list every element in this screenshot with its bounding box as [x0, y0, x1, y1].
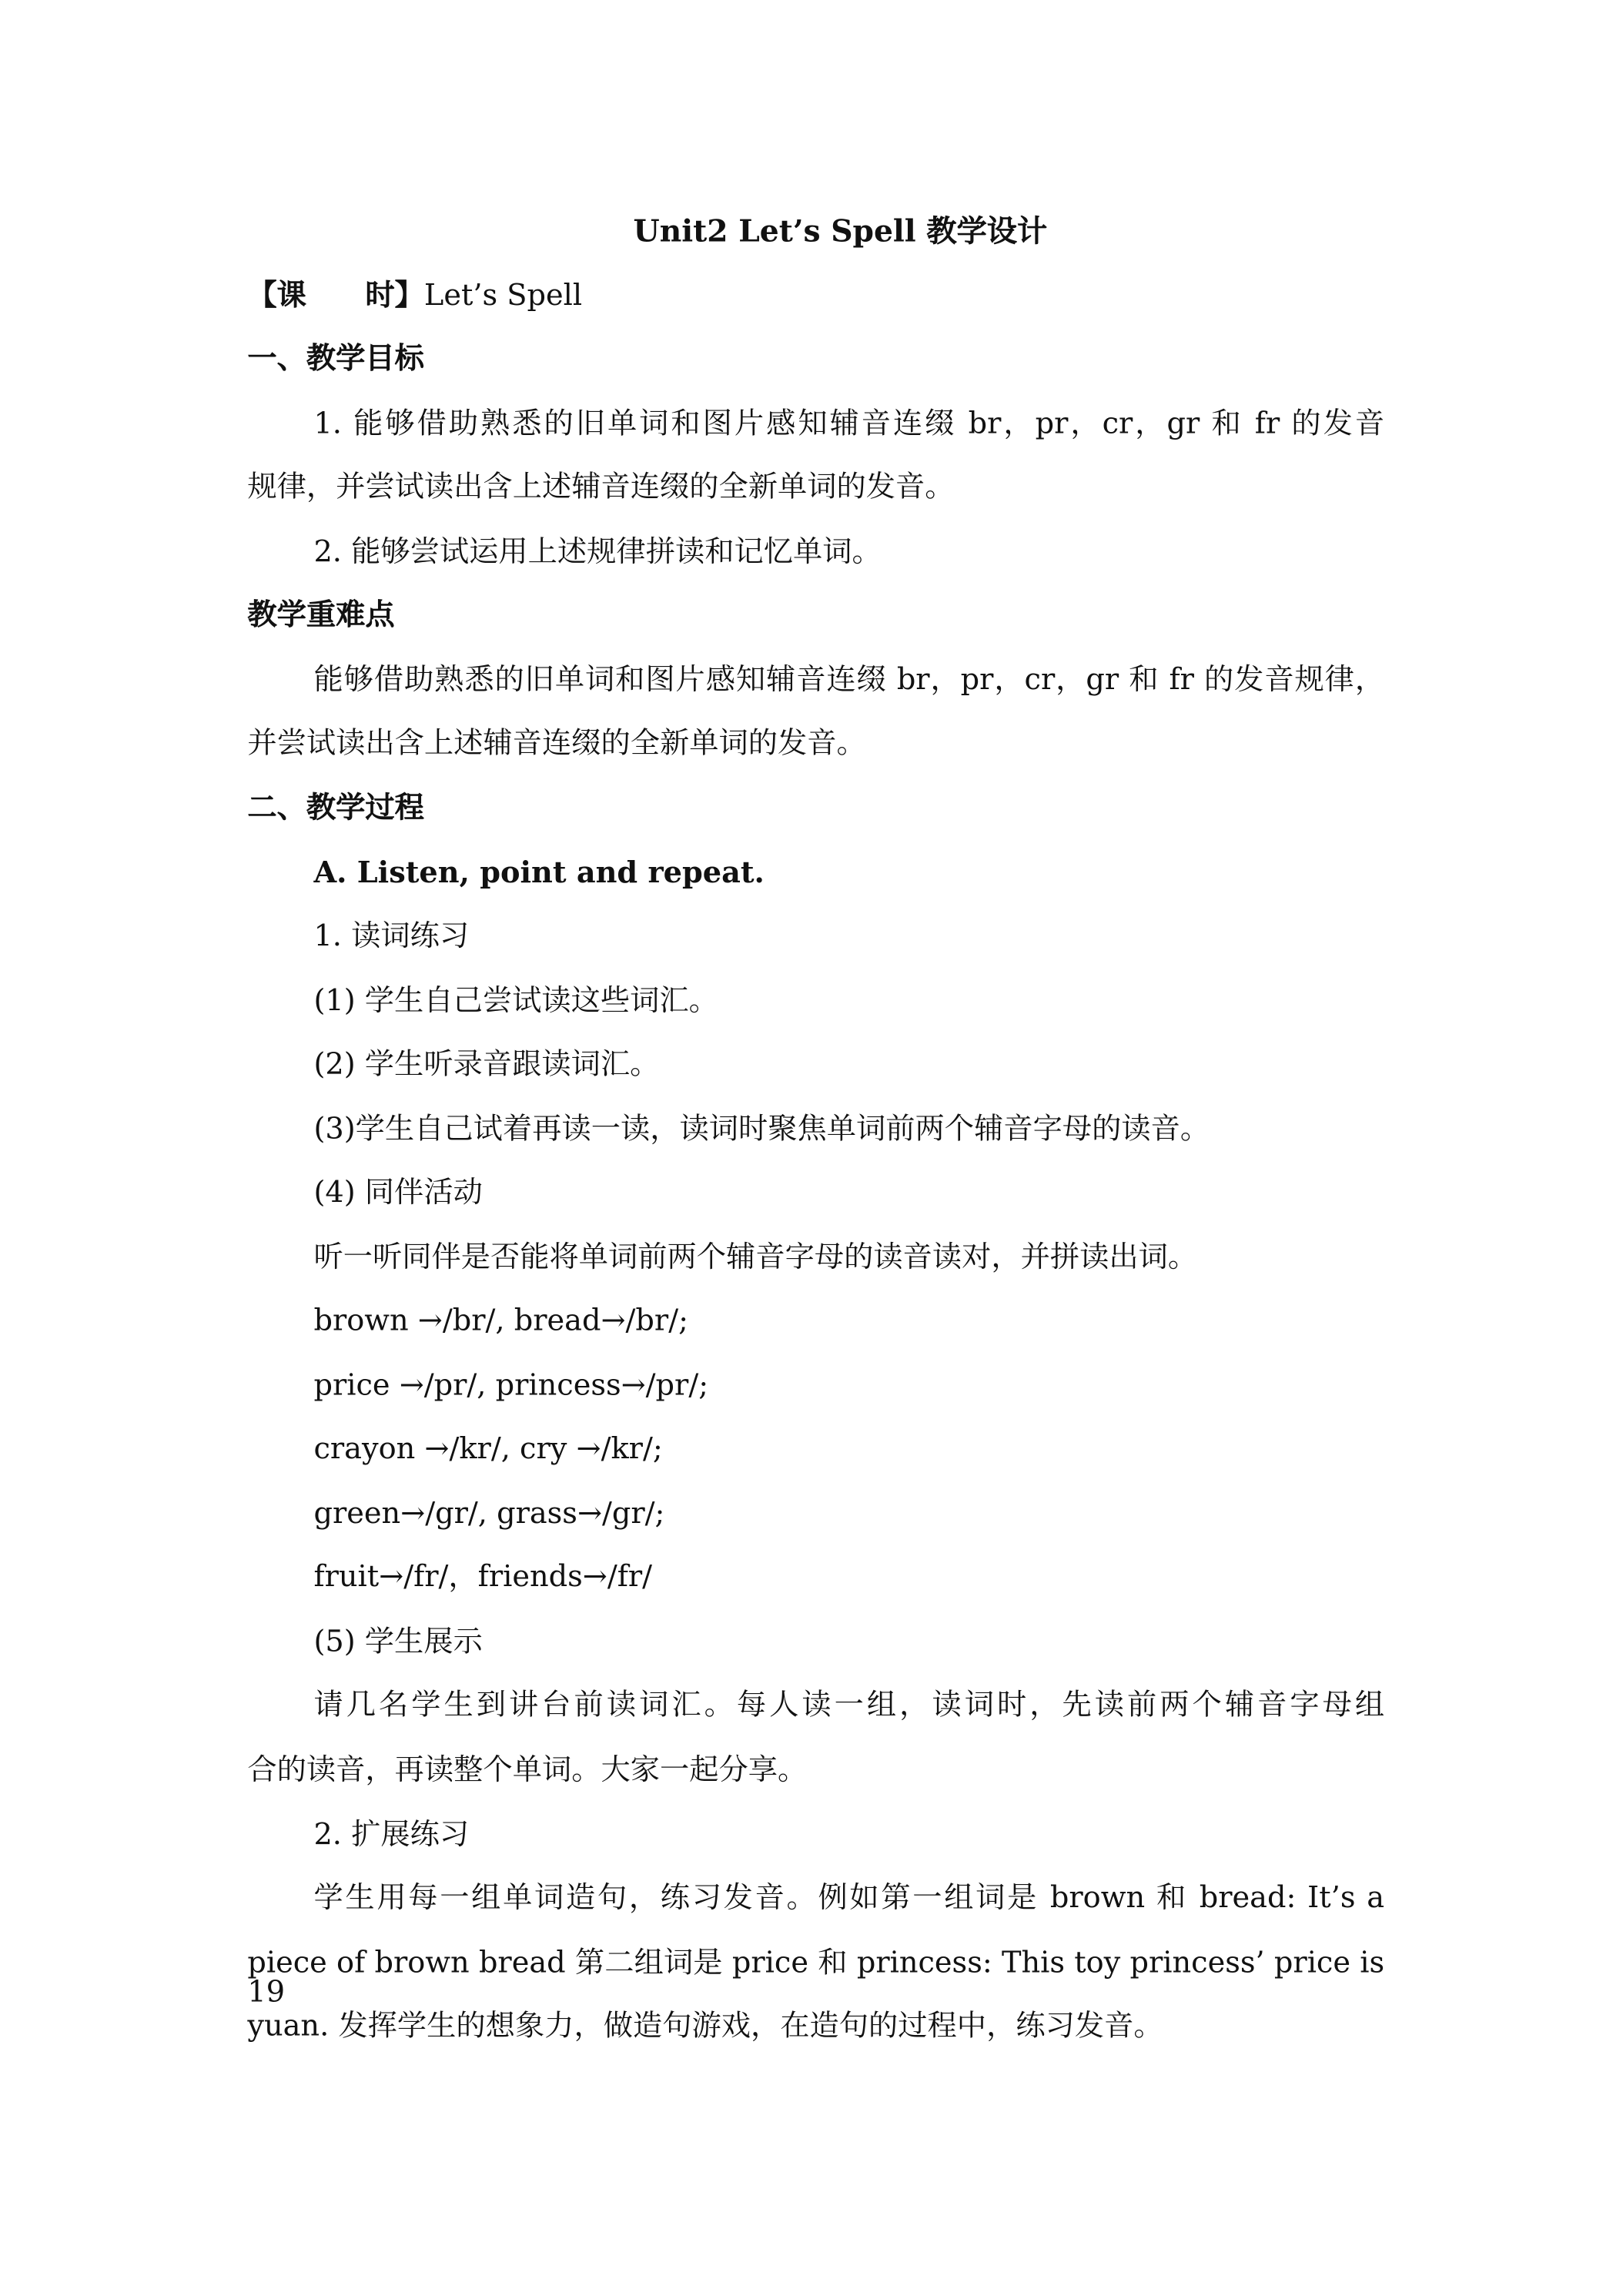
step-1-item-2: (2) 学生听录音跟读词汇。 [313, 1046, 660, 1082]
step-1-item-4-desc: 听一听同伴是否能将单词前两个辅音字母的读音读对，并拼读出词。 [313, 1238, 1198, 1274]
step-1-item-1: (1) 学生自己尝试读这些词汇。 [313, 982, 718, 1018]
step-1-item-5: (5) 学生展示 [313, 1623, 483, 1658]
lesson-value: Let’s Spell [423, 276, 583, 313]
step-2-line-2: piece of brown bread 第二组词是 price 和 princess: This toy princess’ price is 19 [247, 1944, 1385, 2010]
word-pair-gr: green→/gr/, grass→/gr/; [313, 1494, 665, 1531]
goal-1-line-2: 规律，并尝试读出含上述辅音连缀的全新单词的发音。 [247, 468, 955, 504]
word-pair-fr: fruit→/fr/，friends→/fr/ [313, 1558, 653, 1594]
step-1-item-5-line-1: 请几名学生到讲台前读词汇。每人读一组，读词时，先读前两个辅音字母组 [313, 1686, 1385, 1722]
word-pair-cr: crayon →/kr/, cry →/kr/; [313, 1430, 663, 1466]
keypoint-heading: 教学重难点 [247, 596, 395, 632]
step-1-item-5-line-2: 合的读音，再读整个单词。大家一起分享。 [247, 1751, 808, 1787]
word-pair-pr: price →/pr/, princess→/pr/; [313, 1367, 709, 1403]
section-heading-goals: 一、教学目标 [247, 340, 424, 376]
step-1-item-4: (4) 同伴活动 [313, 1173, 483, 1210]
step-1-heading: 1. 读词练习 [313, 917, 470, 953]
goal-1-line-1: 1. 能够借助熟悉的旧单词和图片感知辅音连缀 br，pr，cr，gr 和 fr 的发音 [313, 405, 1385, 440]
lesson-line [247, 276, 583, 313]
step-2-line-1: 学生用每一组单词造句，练习发音。例如第一组词是 brown 和 bread: It’s a [313, 1879, 1385, 1915]
lesson-label: 【课 时】 [247, 276, 424, 313]
keypoint-line-2: 并尝试读出含上述辅音连缀的全新单词的发音。 [247, 725, 866, 761]
section-heading-process: 二、教学过程 [247, 789, 424, 825]
goal-2: 2. 能够尝试运用上述规律拼读和记忆单词。 [313, 533, 882, 569]
document-title: Unit2 Let’s Spell 教学设计 [633, 213, 1048, 249]
keypoint-line-1: 能够借助熟悉的旧单词和图片感知辅音连缀 br，pr，cr，gr 和 fr 的发音规律， [313, 661, 1385, 697]
word-pair-br: brown →/br/, bread→/br/; [313, 1302, 688, 1337]
part-a-heading: A. Listen, point and repeat. [313, 854, 765, 890]
step-2-heading: 2. 扩展练习 [313, 1816, 470, 1852]
step-1-item-3: (3)学生自己试着再读一读，读词时聚焦单词前两个辅音字母的读音。 [313, 1110, 1210, 1146]
step-2-line-3: yuan. 发挥学生的想象力，做造句游戏，在造句的过程中，练习发音。 [247, 2007, 1163, 2043]
